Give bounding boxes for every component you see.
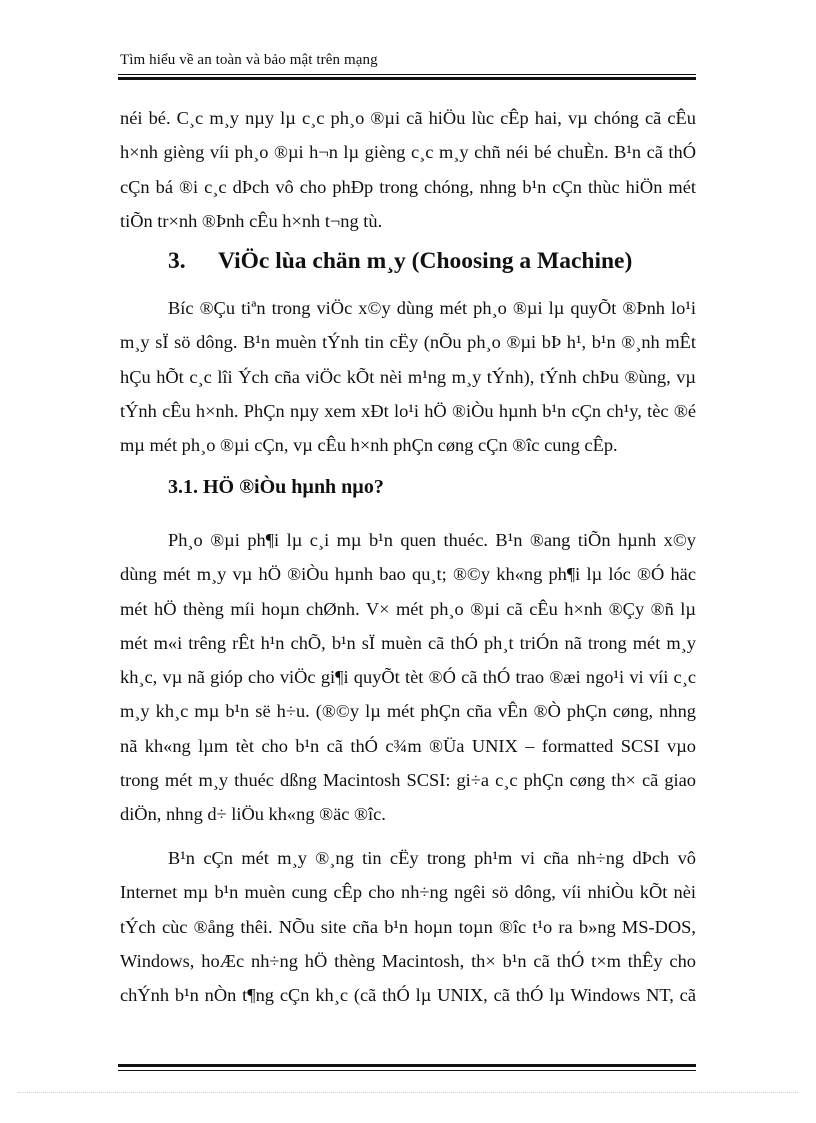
section-3-1-heading: 3.1. HÖ ®iÒu hµnh nµo? <box>168 476 384 498</box>
section-3-1-paragraph-2: B¹n cÇn mét m¸y ®¸ng tin cËy trong ph¹m vi cña nh÷ng dÞch vô Internet mµ b¹n muèn cung cÊp cho nh÷ng ngêi sö dông, víi nhiÒu kÕt nèi tÝch cùc ®ång thêi. NÕu site cña b¹n hoµn toµn ®îc t¹o ra b»ng MS-DOS, Windows, hoÆc nh÷ng hÖ thèng Macintosh, th× b¹n cã thÓ t×m thÊy cho chÝnh b¹n nÒn t¶ng cÇn kh¸c (cã thÓ lµ UNIX, cã thÓ lµ Windows NT, cã <box>120 848 696 1006</box>
page-edge-divider <box>18 1092 798 1093</box>
running-header: Tìm hiểu về an toàn và bảo mật trên mạng <box>120 52 378 68</box>
section-number: 3. <box>168 248 186 274</box>
section-title: ViÖc lùa chän m¸y (Choosing a Machine) <box>218 248 633 274</box>
section-3-1-paragraph-1: Ph¸o ®µi ph¶i lµ c¸i mµ b¹n quen thuéc. B¹n ®ang tiÕn hµnh x©y dùng mét m¸y vµ hÖ ®iÒu hµnh bao qu¸t; ®©y kh«ng ph¶i lµ lóc ®Ó häc mét hÖ thèng míi hoµn chØnh. V× mét ph¸o ®µi cã cÊu h×nh ®Çy ®ñ lµ mét m«i trêng rÊt h¹n chÕ, b¹n sÏ muèn cã thÓ ph¸t triÓn nã trong mét m¸y kh¸c, vµ nã gióp cho viÖc gi¶i quyÕt tèt ®Ó cã thÓ trao ®æi ngo¹i vi víi c¸c m¸y kh¸c mµ b¹n së h÷u. (®©y lµ mét phÇn cña vÊn ®Ò phÇn cøng, nhng nã kh«ng lµm tèt cho b¹n cã thÓ c¾m ®Üa UNIX – formatted SCSI vµo trong mét m¸y thuéc dßng Macintosh SCSI: gi÷a c¸c phÇn cøng th× cã giao diÖn, nhng d÷ liÖu kh«ng ®äc ®îc. <box>120 530 696 825</box>
section-3-heading <box>168 248 632 275</box>
footer-rule-thin <box>118 1070 696 1071</box>
intro-paragraph: néi bé. C¸c m¸y nµy lµ c¸c ph¸o ®µi cã hiÖu lùc cÊp hai, vµ chóng cã cÊu h×nh gièng víi ph¸o ®µi h¬n lµ gièng c¸c m¸y chñ néi bé chuÈn. B¹n cã thÓ cÇn bá ®i c¸c dÞch vô cho phÐp trong chóng, nhng b¹n cÇn thùc hiÖn mét tiÕn tr×nh ®Þnh cÊu h×nh t¬ng tù. <box>120 108 696 231</box>
footer-rule-thick <box>118 1064 696 1067</box>
section-3-paragraph: Bíc ®Çu tiªn trong viÖc x©y dùng mét ph¸o ®µi lµ quyÕt ®Þnh lo¹i m¸y sÏ sö dông. B¹n muèn tÝnh tin cËy (nÕu ph¸o ®µi bÞ h¹, b¹n ®¸nh mÊt hÇu hÕt c¸c lîi Ých cña viÖc kÕt nèi m¹ng m¸y tÝnh), tÝnh chÞu ®ùng, vµ tÝnh cÊu h×nh. PhÇn nµy xem xÐt lo¹i hÖ ®iÒu hµnh b¹n cÇn ch¹y, tèc ®é mµ mét ph¸o ®µi cÇn, vµ cÊu h×nh phÇn cøng cÇn ®îc cung cÊp. <box>120 298 696 456</box>
header-rule-thin <box>118 74 696 75</box>
header-rule-thick <box>118 77 696 80</box>
